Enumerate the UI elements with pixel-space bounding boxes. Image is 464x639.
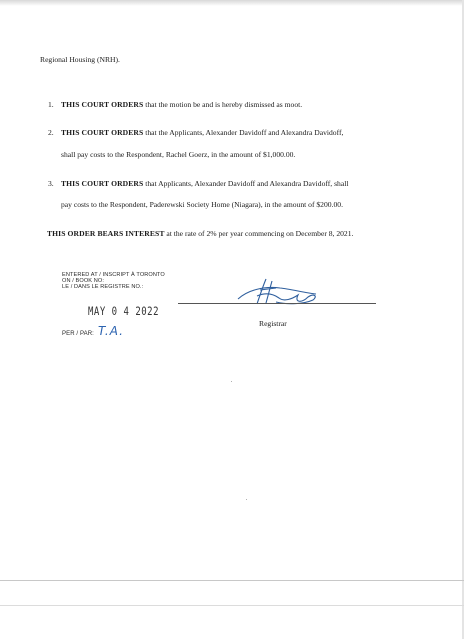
order-heading: THIS COURT ORDERS: [61, 128, 144, 137]
order-number: 3.: [48, 179, 54, 188]
order-number: 1.: [48, 100, 54, 109]
order-text: [61, 128, 343, 138]
order-number: 2.: [48, 128, 54, 137]
registrar-label: Registrar: [259, 319, 287, 328]
order-heading: THIS COURT ORDERS: [61, 179, 144, 188]
stamp-line: ON / BOOK NO:: [62, 278, 105, 284]
order-line-1: that the Applicants, Alexander Davidoff and Alexandra Davidoff,: [143, 128, 344, 137]
order-text: [61, 100, 302, 110]
order-line-1: that Applicants, Alexander Davidoff and Alexandra Davidoff, shall: [143, 179, 349, 188]
per-label: PER / PAR:: [62, 331, 94, 337]
stamp-line: LE / DANS LE REGISTRE NO.:: [62, 284, 144, 290]
order-line-1: that the motion be and is hereby dismissed as moot.: [143, 100, 303, 109]
stamp-line: ENTERED AT / INSCRIPT À TORONTO: [62, 272, 165, 278]
interest-heading: THIS ORDER BEARS INTEREST: [47, 229, 165, 238]
clerk-initials: T.A.: [98, 324, 124, 338]
interest-text: at the rate of 2% per year commencing on December 8, 2021.: [164, 229, 354, 238]
stamp-date: MAY 0 4 2022: [88, 306, 160, 319]
registrar-signature: [236, 276, 326, 310]
interest-clause: [47, 229, 353, 239]
order-line-2: pay costs to the Respondent, Paderewski Society Home (Niagara), in the amount of $200.00.: [61, 200, 343, 209]
signature-line: [178, 303, 376, 304]
order-heading: THIS COURT ORDERS: [61, 100, 144, 109]
scan-line: [0, 580, 464, 581]
scan-line: [0, 605, 464, 606]
scan-speck: [231, 381, 232, 382]
order-text: [61, 179, 348, 189]
order-line-2: shall pay costs to the Respondent, Rachel Goerz, in the amount of $1,000.00.: [61, 150, 296, 159]
scan-edge-top: [0, 0, 464, 6]
scan-speck: [246, 499, 247, 500]
intro-text: Regional Housing (NRH).: [40, 55, 120, 64]
